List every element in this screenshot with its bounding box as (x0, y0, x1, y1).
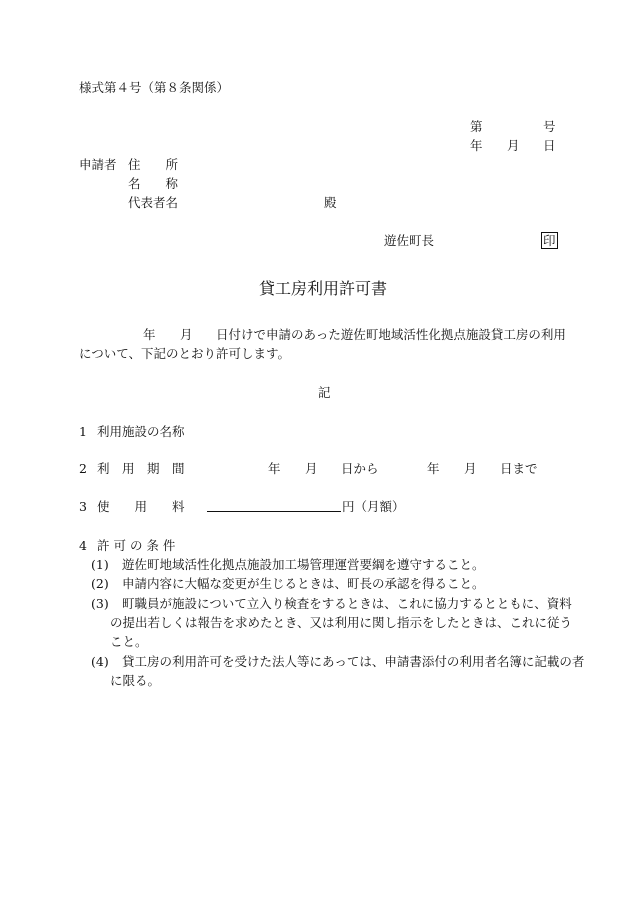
body-month: 月 (180, 327, 193, 342)
doc-number-prefix: 第 (470, 119, 483, 134)
condition1-text: 遊佐町地域活性化拠点施設加工場管理運営要綱を遵守すること。 (122, 557, 485, 572)
item2-number: 2 (79, 461, 87, 476)
condition2-number: (2) (91, 576, 109, 591)
seal-text: 印 (543, 233, 556, 248)
applicant-name-label: 名 称 (128, 176, 179, 191)
item2-label: 利 用 期 間 (97, 461, 185, 476)
date-day: 日 (543, 138, 556, 153)
doc-number-suffix: 号 (543, 119, 556, 134)
condition4-line1: 貸工房の利用許可を受けた法人等にあっては、申請書添付の利用者名簿に記載の者 (122, 654, 585, 669)
item1-label: 利用施設の名称 (97, 424, 185, 439)
condition4-number: (4) (91, 654, 109, 669)
period-to-day: 日まで (500, 461, 538, 476)
form-number: 様式第４号（第８条関係） (79, 80, 230, 95)
period-from-year: 年 (268, 461, 281, 476)
applicant-address-label: 住 所 (128, 157, 179, 172)
item3-number: 3 (79, 499, 87, 514)
date-year: 年 (470, 138, 483, 153)
condition3-line3: こと。 (110, 634, 148, 649)
condition3-line1: 町職員が施設について立入り検査をするときは、これに協力するとともに、資料 (122, 596, 572, 611)
issuer-title: 遊佐町長 (384, 233, 435, 248)
period-from-month: 月 (305, 461, 318, 476)
body-year: 年 (143, 327, 156, 342)
applicant-representative-label: 代表者名 (128, 195, 179, 210)
body-line1-rest: 日付けで申請のあった遊佐町地域活性化拠点施設貸工房の利用 (216, 327, 566, 342)
condition3-number: (3) (91, 596, 109, 611)
item4-number: 4 (79, 538, 87, 553)
condition1-number: (1) (91, 557, 109, 572)
item1-number: 1 (79, 424, 87, 439)
seal-mark (541, 232, 558, 249)
honorific: 殿 (324, 195, 337, 210)
document-title: 貸工房利用許可書 (259, 279, 388, 298)
item4-label: 許 可 の 条 件 (97, 538, 176, 553)
applicant-label: 申請者 (79, 157, 117, 172)
body-line2: について、下記のとおり許可します。 (79, 346, 291, 361)
condition3-line2: の提出若しくは報告を求めたとき、又は利用に関し指示をしたときは、これに従う (110, 615, 573, 630)
period-from-day: 日から (341, 461, 379, 476)
condition4-line2: に限る。 (110, 673, 161, 688)
fee-blank-line (207, 499, 341, 516)
period-to-year: 年 (427, 461, 440, 476)
period-to-month: 月 (464, 461, 477, 476)
fee-unit: 円（月額） (342, 499, 405, 514)
ki-heading: 記 (318, 385, 331, 400)
date-month: 月 (507, 138, 520, 153)
condition2-text: 申請内容に大幅な変更が生じるときは、町長の承認を得ること。 (122, 576, 485, 591)
item3-label: 使 用 料 (97, 499, 185, 514)
